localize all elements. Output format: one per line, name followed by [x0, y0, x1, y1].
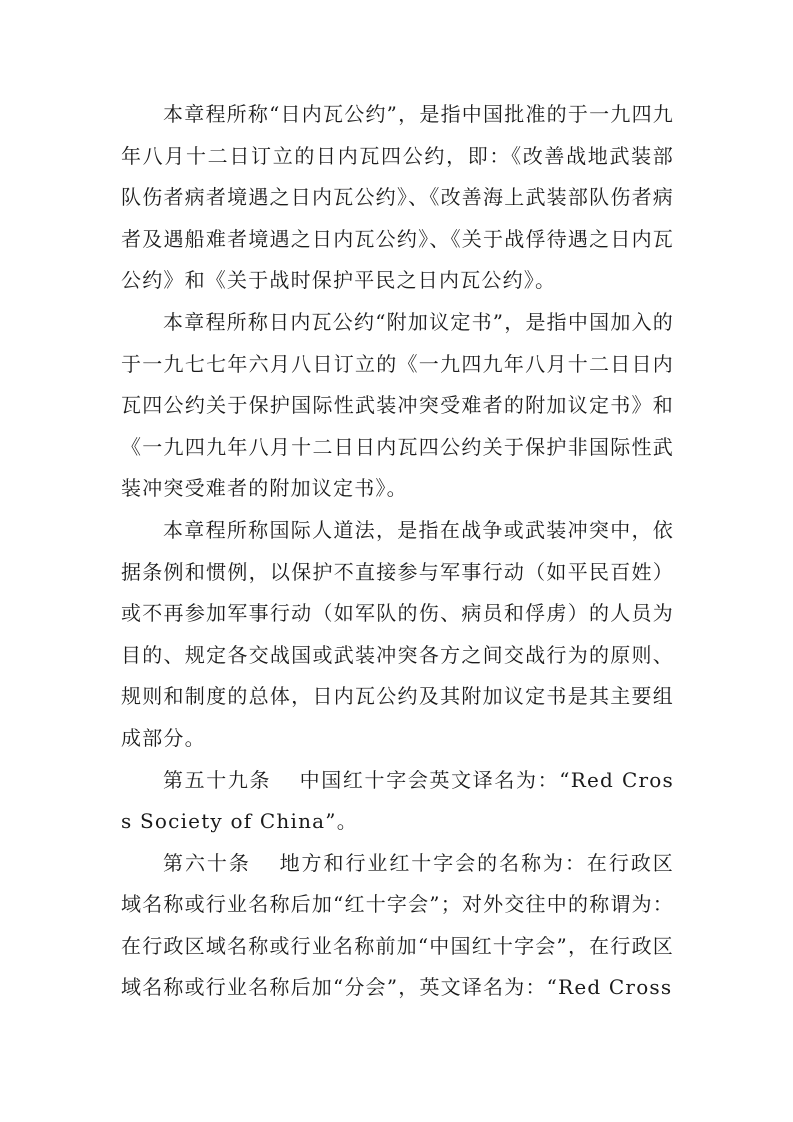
paragraph-international-humanitarian-law-definition	[121, 510, 674, 760]
article-number: 第五十九条	[163, 767, 272, 792]
document-body	[121, 94, 674, 1009]
article-number: 第六十条	[163, 850, 251, 875]
paragraph-text: 本章程所称国际人道法，是指在战争或武装冲突中，依据条例和惯例，以保护不直接参与军事行动（如平民百姓）或不再参加军事行动（如军队的伤、病员和俘虏）的人员为目的、规定各交战国或武装冲突各方之间交战行为的原则、规则和制度的总体，日内瓦公约及其附加议定书是其主要组成部分。	[121, 517, 674, 750]
paragraph-text: 本章程所称日内瓦公约“附加议定书”，是指中国加入的于一九七七年六月八日订立的《一九四九年八月十二日日内瓦四公约关于保护国际性武装冲突受难者的附加议定书》和《一九四九年八月十二日日内瓦四公约关于保护非国际性武装冲突受难者的附加议定书》。	[121, 309, 674, 501]
paragraph-text: 本章程所称“日内瓦公约”，是指中国批准的于一九四九年八月十二日订立的日内瓦四公约，即：《改善战地武装部队伤者病者境遇之日内瓦公约》、《改善海上武装部队伤者病者及遇船难者境遇之日内瓦公约》、《关于战俘待遇之日内瓦公约》和《关于战时保护平民之日内瓦公约》。	[121, 102, 674, 293]
paragraph-text: 中国红十字会英文译名为：“Red Cross Society of China”。	[121, 767, 674, 834]
paragraph-article-60	[121, 843, 674, 1009]
paragraph-additional-protocols-definition	[121, 302, 674, 510]
paragraph-geneva-conventions-definition	[121, 94, 674, 302]
paragraph-article-59	[121, 760, 674, 843]
paragraph-text: 地方和行业红十字会的名称为：在行政区域名称或行业名称后加“红十字会”；对外交往中的称谓为：在行政区域名称或行业名称前加“中国红十字会”，在行政区域名称或行业名称后加“分会”，英文译名为：“Red Cross	[121, 850, 674, 1000]
